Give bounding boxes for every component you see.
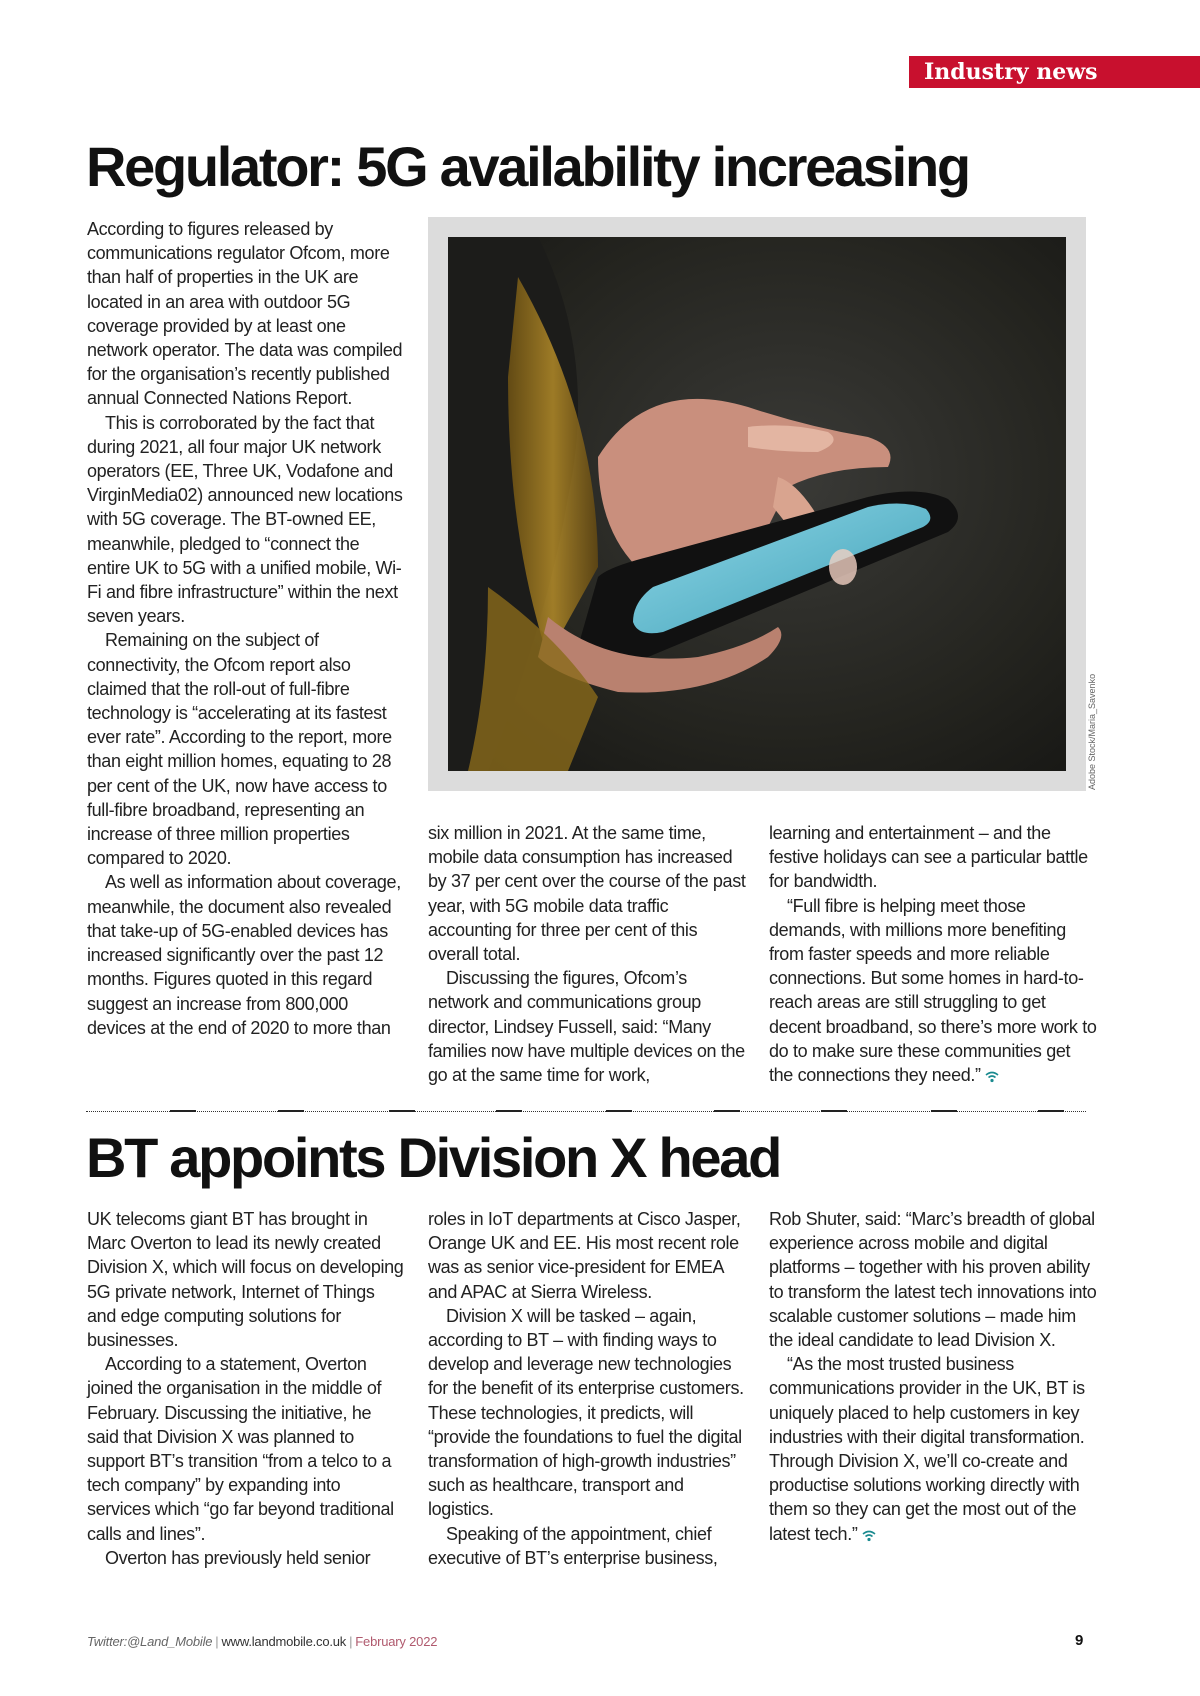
footer-twitter: Twitter:@Land_Mobile [87,1634,213,1649]
article-paragraph: UK telecoms giant BT has brought in Marc Overton to lead its newly created Division X, which will focus on developing 5G private network, Internet of Things and edge computing solutions for businesses. [87,1209,404,1351]
article-paragraph: “As the most trusted business communications provider in the UK, BT is uniquely placed to help customers in key industries with their digital transformation. Through Division X, we’ll co-create and productise solutions working directly with them so they can get the most out of the latest tech.” [769,1354,1085,1544]
article-column [769,1207,1097,1546]
phone-hand-photo [448,237,1066,771]
photo-credit: Adobe Stock/Maria_Savenko [1087,673,1097,790]
page-footer [87,1634,437,1649]
article-paragraph: six million in 2021. At the same time, mobile data consumption has increased by 37 per cent over the course of the past year, with 5G mobile data traffic accounting for three per cent of this overall total. [428,823,746,965]
article-headline: BT appoints Division X head [86,1126,780,1189]
article-paragraph: Rob Shuter, said: “Marc’s breadth of global experience across mobile and digital platforms – together with his proven ability to transform the latest tech innovations into scalable customer solutions – made him the ideal candidate to lead Division X. [769,1209,1097,1351]
article-column [87,1207,405,1570]
footer-separator: | [215,1634,219,1649]
article-column [769,821,1097,1087]
article-photo [428,217,1086,791]
article-headline: Regulator: 5G availability increasing [86,135,969,198]
footer-date: February 2022 [355,1634,438,1649]
article-paragraph: This is corroborated by the fact that during 2021, all four major UK network operators (EE, Three UK, Vodafone and VirginMedia02) announced new locations with 5G coverage. The BT-owned EE, meanwhile, pledged to “connect the entire UK to 5G with a unified mobile, Wi-Fi and fibre infrastructure” within the next seven years. [87,412,403,627]
article-paragraph: According to figures released by communications regulator Ofcom, more than half of properties in the UK are located in an area with outdoor 5G coverage provided by at least one network operator. The data was compiled for the organisation’s recently published annual Connected Nations Report. [87,219,403,409]
wifi-signal-icon [985,1071,999,1083]
article-paragraph: According to a statement, Overton joined the organisation in the middle of February. Discussing the initiative, he said that Division X was planned to support BT’s transition “from a telco to a tech company” by expanding into services which “go far beyond traditional calls and lines”. [87,1354,394,1544]
article-column [87,217,405,1040]
section-divider [86,1111,1086,1112]
page-number: 9 [1075,1632,1084,1649]
article-paragraph: Speaking of the appointment, chief executive of BT’s enterprise business, [428,1523,718,1568]
article-paragraph: Division X will be tasked – again, according to BT – with finding ways to develop and leverage new technologies for the benefit of its enterprise customers. These technologies, it predicts, will “provide the foundations to fuel the digital transformation of high-growth industries” such as healthcare, transport and logistics. [428,1305,744,1520]
article-paragraph: roles in IoT departments at Cisco Jasper, Orange UK and EE. His most recent role was as senior vice-president for EMEA and APAC at Sierra Wireless. [428,1209,741,1302]
footer-website[interactable]: www.landmobile.co.uk [221,1634,347,1649]
article-paragraph: Remaining on the subject of connectivity, the Ofcom report also claimed that the roll-out of full-fibre technology is “accelerating at its fastest ever rate”. According to the report, more than eight million homes, equating to 28 per cent of the UK, now have access to full-fibre broadband, representing an increase of three million properties compared to 2020. [87,630,392,869]
section-tag: Industry news [909,56,1200,88]
wifi-signal-icon [862,1530,876,1542]
article-paragraph: learning and entertainment – and the festive holidays can see a particular battle for bandwidth. [769,823,1088,892]
article-paragraph: As well as information about coverage, meanwhile, the document also revealed that take-up of 5G-enabled devices has increased significantly over the past 12 months. Figures quoted in this regard suggest an increase from 800,000 devices at the end of 2020 to more than [87,872,401,1038]
article-paragraph: Discussing the figures, Ofcom’s network and communications group director, Lindsey Fussell, said: “Many families now have multiple devices on the go at the same time for work, [428,968,745,1086]
article-column [428,1207,746,1570]
article-paragraph: “Full fibre is helping meet those demands, with millions more benefiting from faster speeds and more reliable connections. But some homes in hard-to-reach areas are still struggling to get decent broadband, so there’s more work to do to make sure these communities get the connections they need.” [769,895,1097,1086]
article-paragraph: Overton has previously held senior [105,1547,371,1568]
footer-separator: | [349,1634,353,1649]
article-column [428,821,746,1087]
